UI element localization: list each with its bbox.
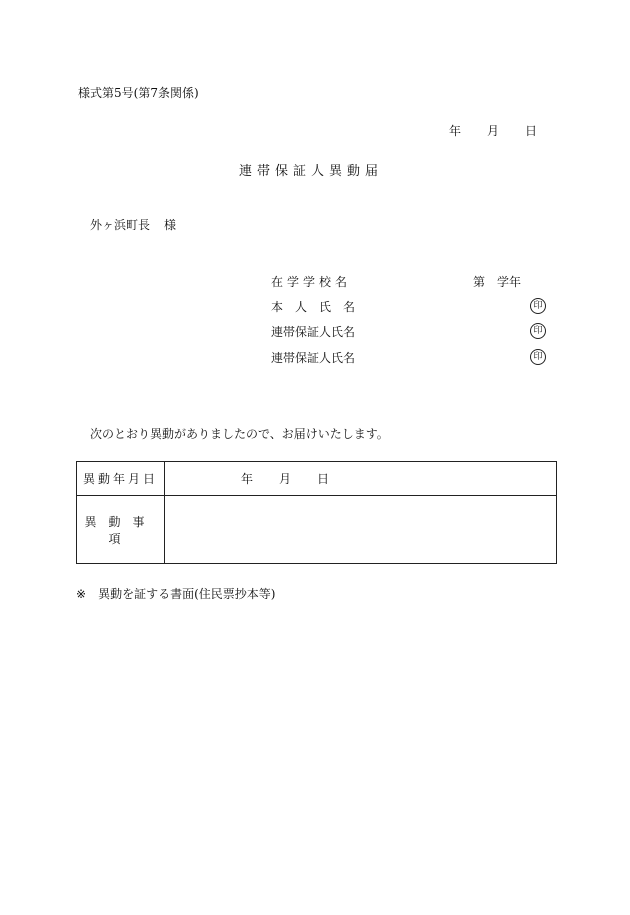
guarantor-name-label-1: 連帯保証人氏名: [271, 325, 356, 339]
change-matter-label: 異動事項: [84, 514, 157, 546]
change-matter-field[interactable]: [165, 496, 557, 564]
school-name-label: 在学学校名: [271, 275, 352, 289]
guarantor-name-label-2: 連帯保証人氏名: [271, 351, 356, 365]
submission-date: [449, 122, 537, 139]
change-matter-label-cell: [77, 496, 165, 564]
change-date-label-cell: [77, 462, 165, 496]
guarantor-seal-mark-2: 印: [530, 349, 546, 365]
form-number: 様式第5号(第7条関係): [78, 86, 199, 100]
addressee-honorific: 様: [164, 218, 177, 232]
notice-text: 次のとおり異動がありましたので、お届けいたします。: [90, 427, 389, 441]
change-date-month-label: 月: [279, 472, 292, 486]
student-seal-mark: 印: [530, 298, 546, 314]
document-title: 連帯保証人異動届: [239, 164, 384, 179]
submission-date-year-label: 年: [449, 124, 462, 138]
student-name-label: 本人氏名: [271, 300, 368, 314]
guarantor-seal-mark-1: 印: [530, 323, 546, 339]
attachment-note: [76, 585, 275, 602]
submission-date-month-label: 月: [487, 124, 500, 138]
note-mark: ※: [76, 587, 87, 601]
grade-prefix: 第: [473, 275, 486, 289]
table-row: [77, 496, 557, 564]
change-date-day-label: 日: [317, 472, 330, 486]
change-details-table: [76, 461, 557, 564]
table-row: [77, 462, 557, 496]
addressee-name: 外ヶ浜町長: [90, 218, 151, 232]
addressee: [90, 216, 176, 233]
change-date-label: 異動年月日: [82, 472, 158, 486]
change-date-year-label: 年: [241, 472, 254, 486]
submission-date-day-label: 日: [525, 124, 538, 138]
grade-suffix: 学年: [497, 275, 522, 289]
grade-field: [473, 273, 521, 290]
note-text: 異動を証する書面(住民票抄本等): [98, 587, 276, 601]
change-date-field[interactable]: [165, 462, 557, 496]
